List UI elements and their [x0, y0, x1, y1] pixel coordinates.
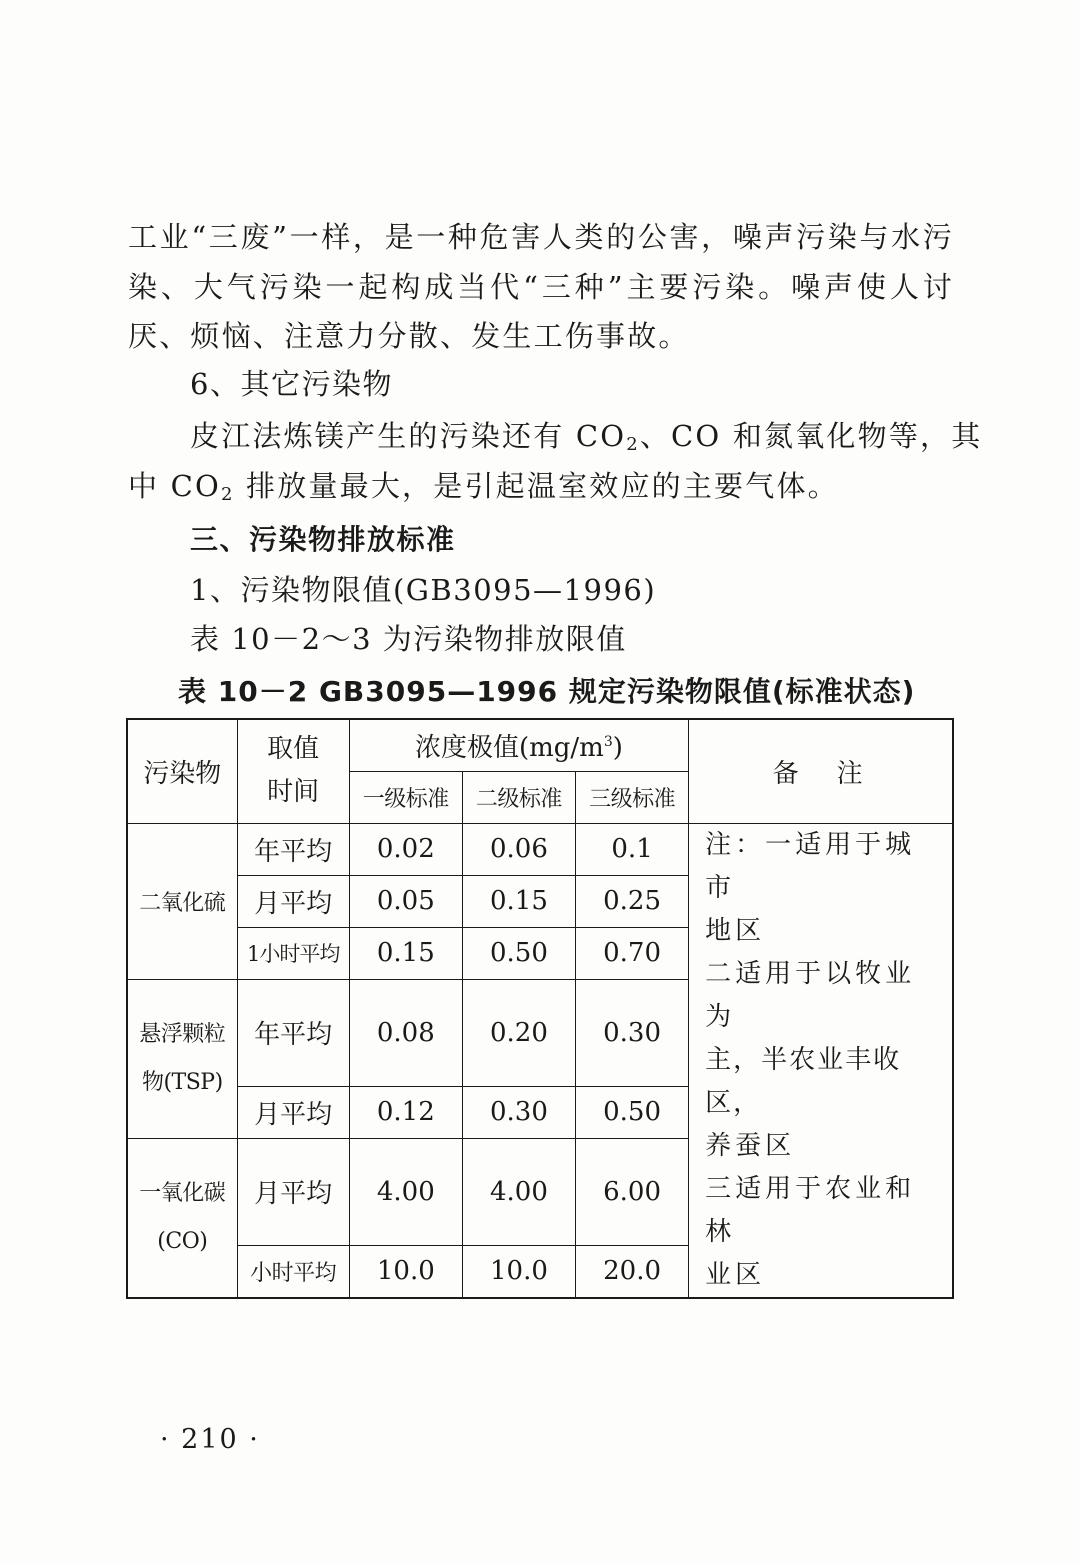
paragraph-noise: 工业“三废”一样，是一种危害人类的公害，噪声污染与水污染、大气污染一起构成当代“三种”主要污染。噪声使人讨厌、烦恼、注意力分散、发生工伤事故。 [128, 220, 954, 353]
header-level-3: 三级标准 [576, 771, 689, 823]
group-co-line2: (CO) [157, 1228, 208, 1254]
co2-text-c: 中 CO [128, 469, 221, 503]
table-header-row-1 [127, 719, 953, 771]
header-level-2: 二级标准 [462, 771, 575, 823]
subheading-limits: 1、污染物限值(GB3095—1996) [190, 573, 657, 607]
header-conc-text: 浓度极值(mg/m [414, 732, 604, 763]
cell-time: 月平均 [237, 1138, 349, 1245]
cell-time: 月平均 [237, 875, 349, 927]
paragraph-co2-line1 [190, 414, 982, 455]
cell-time: 月平均 [237, 1086, 349, 1138]
cell-level2: 0.15 [462, 875, 575, 927]
note-line: 主，半农业丰收区， [705, 1044, 902, 1118]
cell-level3: 20.0 [576, 1246, 689, 1298]
header-conc-close: ) [612, 732, 623, 763]
cell-level1: 0.08 [349, 979, 462, 1086]
note-line: 二适用于以牧业为 [705, 958, 916, 1032]
co2-text-d: 排放量最大，是引起温室效应的主要气体。 [234, 469, 839, 503]
group-tsp [127, 979, 237, 1138]
cell-level3: 0.25 [576, 875, 689, 927]
table-intro: 表 10－2～3 为污染物排放限值 [190, 622, 627, 656]
cell-level3: 0.30 [576, 979, 689, 1086]
pollutant-limits-table [126, 718, 954, 1299]
cell-level2: 0.30 [462, 1086, 575, 1138]
cell-level1: 0.15 [349, 927, 462, 979]
page-number: · 210 · [160, 1424, 260, 1455]
header-sampling-time [237, 719, 349, 823]
table-row [127, 823, 953, 875]
cell-level1: 10.0 [349, 1246, 462, 1298]
cell-level3: 0.1 [576, 823, 689, 875]
cell-level3: 0.50 [576, 1086, 689, 1138]
header-time-line2: 时间 [267, 777, 320, 808]
cell-level2: 0.20 [462, 979, 575, 1086]
cell-level2: 4.00 [462, 1138, 575, 1245]
co2-subscript: 2 [626, 434, 640, 455]
co2-text-a: 皮江法炼镁产生的污染还有 CO [190, 419, 627, 453]
cell-level1: 0.05 [349, 875, 462, 927]
group-so2: 二氧化硫 [127, 823, 237, 979]
note-line: 养蚕区 [705, 1130, 796, 1161]
section-heading-emission-standard: 三、污染物排放标准 [190, 523, 456, 556]
group-tsp-line2: 物(TSP) [141, 1069, 223, 1095]
header-concentration [349, 719, 688, 771]
cell-level1: 0.02 [349, 823, 462, 875]
co2-subscript-2: 2 [220, 484, 235, 505]
header-level-1: 一级标准 [349, 771, 462, 823]
table-caption: 表 10－2 GB3095—1996 规定污染物限值(标准状态) [178, 675, 916, 708]
group-co-line1: 一氧化碳 [139, 1180, 226, 1206]
cell-level2: 10.0 [462, 1246, 575, 1298]
paragraph-co2-line2 [128, 464, 839, 505]
cell-level3: 6.00 [576, 1138, 689, 1245]
note-line: 三适用于农业和林 [705, 1173, 916, 1247]
cell-level3: 0.70 [576, 927, 689, 979]
note-line: 业区 [705, 1259, 766, 1290]
cell-time: 小时平均 [237, 1246, 349, 1298]
co2-text-b: 、CO 和氮氧化物等，其 [639, 419, 983, 453]
note-line: 注：一适用于城市 [705, 829, 916, 903]
cell-time: 年平均 [237, 823, 349, 875]
header-conc-sup: 3 [603, 733, 613, 750]
note-line: 地区 [705, 915, 766, 946]
remark-notes [689, 823, 953, 1298]
cell-level1: 4.00 [349, 1138, 462, 1245]
heading-other-pollutants: 6、其它污染物 [190, 367, 393, 401]
group-tsp-line1: 悬浮颗粒 [139, 1021, 226, 1047]
header-remark: 备 注 [689, 719, 953, 823]
cell-level1: 0.12 [349, 1086, 462, 1138]
cell-level2: 0.50 [462, 927, 575, 979]
header-time-line1: 取值 [267, 734, 320, 765]
cell-level2: 0.06 [462, 823, 575, 875]
cell-time: 1小时平均 [237, 927, 349, 979]
group-co [127, 1138, 237, 1297]
cell-time: 年平均 [237, 979, 349, 1086]
header-pollutant: 污染物 [127, 719, 237, 823]
